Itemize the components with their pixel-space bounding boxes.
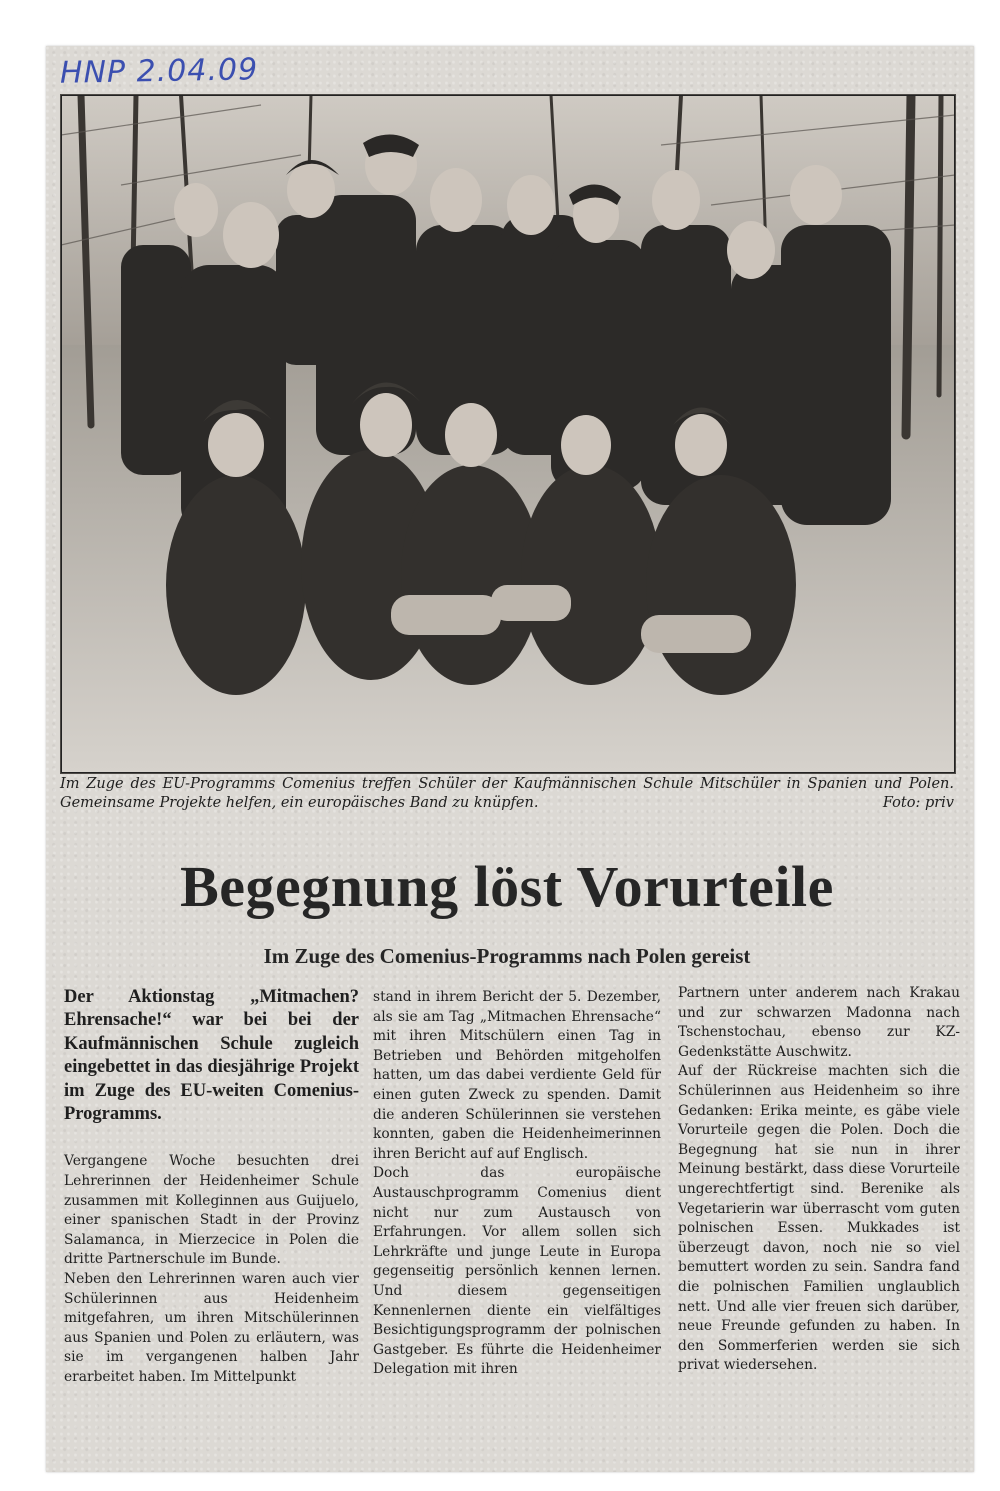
subheadline: Im Zuge des Comenius-Programms nach Polen gereist <box>263 944 751 968</box>
lead-paragraph: Der Aktionstag „Mitmachen? Ehrensache!“ war bei bei der Kaufmännischen Schule zugleich eingebettet in das diesjährige Projekt im Zuge des EU-weiten Comenius-Programms. <box>64 987 359 1125</box>
body-paragraph: Doch das europäische Austauschprogramm Comenius dient nicht nur zum Austausch von Erfahrungen. Vor allem sollen sich Lehrkräfte und junge Leute in Europa gegenseitig persönlich kennen lernen. Und diesem gegenseitigen Kennenlernen diente ein vielfältiges Besichtigungsprogramm der polnischen Gastgeber. Es führte die Heidenheimer Delegation mit ihren <box>373 1165 661 1378</box>
body-paragraph: Partnern unter anderem nach Krakau und zur schwarzen Madonna nach Tschenstochau, ebenso zur KZ-Gedenkstätte Auschwitz. <box>678 985 960 1060</box>
photo-credit: Foto: priv <box>882 795 954 811</box>
group-photo <box>60 94 956 774</box>
body-paragraph: Vergangene Woche besuchten drei Lehrerinnen der Heidenheimer Schule zusammen mit Kolleginnen aus Guijuelo, einer spanischen Stadt in der Provinz Salamanca, in Mierzecice in Polen die dritte Partnerschule im Bunde. <box>64 1153 359 1268</box>
headline: Begegnung löst Vorurteile <box>180 854 834 919</box>
body-paragraph: stand in ihrem Bericht der 5. Dezember, als sie am Tag „Mitmachen Ehrensache“ mit ihren Mitschülern einen Tag in Betrieben und Behörden mitgeholfen hatten, um das dabei verdiente Geld für einen guten Zweck zu spenden. Damit die anderen Schülerinnen sie verstehen konnten, gaben die Heidenheimerinnen ihren Bericht auf auf Englisch. <box>373 989 661 1162</box>
body-paragraph: Neben den Lehrerinnen waren auch vier Schülerinnen aus Heidenheim mitgefahren, um ihren Mitschülerinnen aus Spanien und Polen zu erläutern, was sie im vergangenen halben Jahr erarbeitet haben. Im Mittelpunkt <box>64 1271 359 1385</box>
caption-text: Im Zuge des EU-Programms Comenius treffen Schüler der Kaufmännischen Schule Mitschüler in Spanien und Polen. Gemeinsame Projekte helfen, ein europäisches Band zu knüpfen. <box>60 776 954 811</box>
photo-caption <box>60 775 954 813</box>
article-column-2 <box>373 988 661 1380</box>
article-column-1 <box>64 986 359 1388</box>
group-photo-icon <box>61 95 955 773</box>
body-paragraph: Auf der Rückreise machten sich die Schülerinnen aus Heidenheim so ihre Gedanken: Erika meinte, es gäbe viele Vorurteile gegen die Polen. Doch die Begegnung hat sie nun in ihrer Meinung bestärkt, dass diese Vorurteile ungerechtfertigt sind. Berenike als Vegetarierin war überrascht vom guten polnischen Essen. Mukkades ist überzeugt davon, noch nie so viel bemuttert worden zu sein. Sandra fand die polnischen Familien unglaublich nett. Und alle vier freuen sich darüber, neue Freunde gefunden zu haben. In den Sommerferien werden sie sich privat wiedersehen. <box>678 1063 960 1374</box>
article-column-3 <box>678 984 960 1376</box>
handwritten-date-stamp: HNP 2.04.09 <box>59 52 259 91</box>
